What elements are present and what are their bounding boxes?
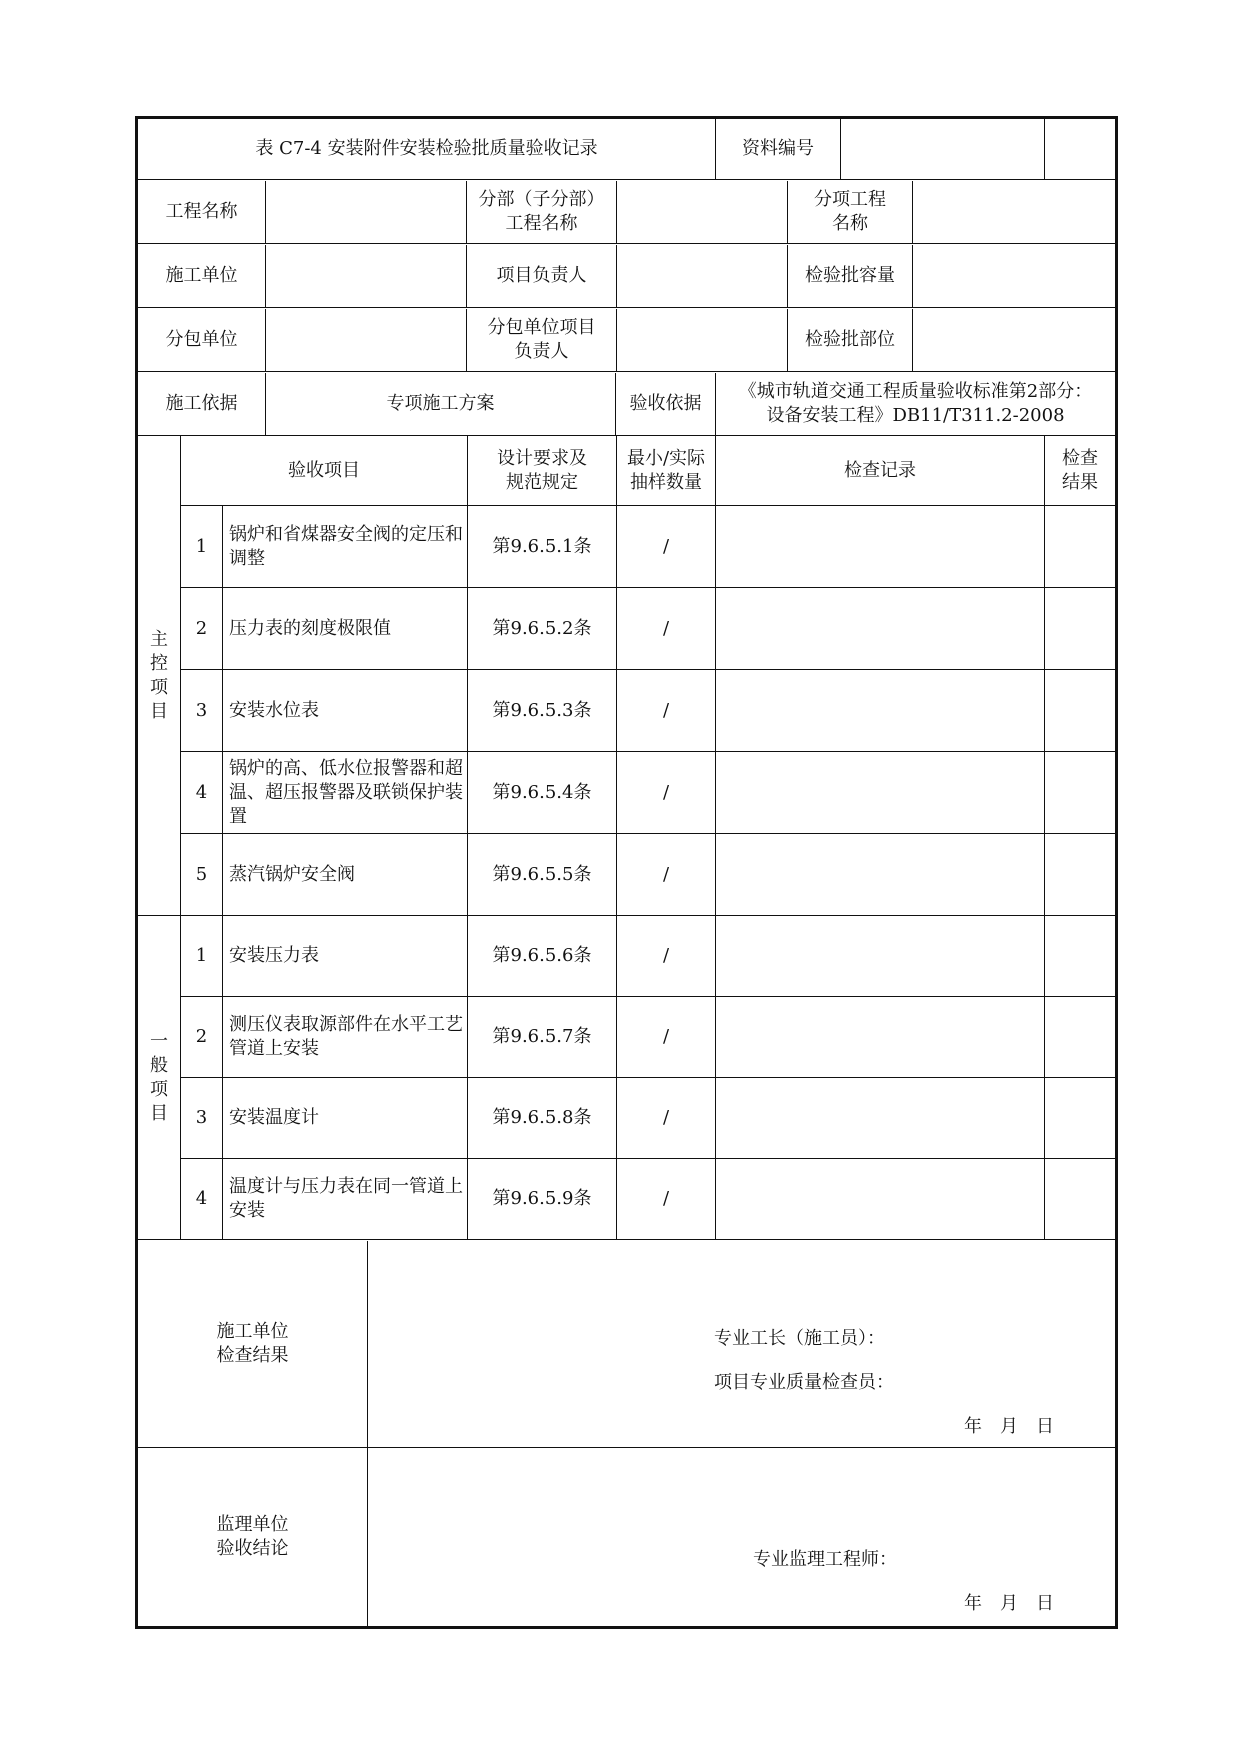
table-row: 3 安装水位表 第9.6.5.3条 / [137, 670, 1117, 752]
subitem-label: 分项工程 [814, 188, 886, 210]
foreman-label: 专业工长（施工员）： [714, 1327, 885, 1349]
contractor-field[interactable] [266, 245, 467, 307]
items-header-row [137, 436, 1117, 506]
contractor-label: 施工单位 [138, 245, 266, 307]
subdivision-label: 分部（子分部） [478, 188, 605, 210]
location-label: 检验批部位 [788, 309, 913, 371]
project-name-field[interactable] [266, 181, 467, 243]
capacity-label: 检验批容量 [788, 245, 913, 307]
doc-no-value[interactable] [841, 119, 1044, 179]
main-control-label: 主 控 项 目 [137, 436, 181, 916]
table-row: 2 压力表的刻度极限值 第9.6.5.2条 / [137, 588, 1117, 670]
inspector-label: 项目专业质量检查员： [714, 1371, 894, 1393]
acceptance-basis-value: 《城市轨道交通工程质量验收标准第2部分： 设备安装工程》DB11/T311.2-2008 [738, 380, 1093, 426]
table-row: 2 测压仪表取源部件在水平工艺管道上安装 第9.6.5.7条 / [137, 997, 1117, 1078]
inspection-record-form [135, 116, 1118, 1629]
result-cell[interactable] [1045, 752, 1117, 834]
result-cell[interactable] [1045, 1078, 1117, 1159]
pm-label: 项目负责人 [467, 245, 617, 307]
form-table [135, 116, 1118, 1629]
info-row-basis [137, 372, 1117, 436]
record-cell[interactable] [716, 588, 1045, 670]
table-row: 5 蒸汽锅炉安全阀 第9.6.5.5条 / [137, 834, 1117, 916]
supervisor-area[interactable] [368, 1448, 1115, 1626]
supervisor-label: 监理单位 验收结论 [138, 1448, 368, 1626]
subitem-field[interactable] [913, 181, 1115, 243]
record-cell[interactable] [716, 1078, 1045, 1159]
sub-pm-label: 分包单位项目 [487, 316, 596, 338]
table-row: 4 锅炉的高、低水位报警器和超温、超压报警器及联锁保护装置 第9.6.5.4条 / [137, 752, 1117, 834]
general-items-label: 一 般 项 目 [137, 916, 181, 1240]
form-title: 表 C7-4 安装附件安装检验批质量验收记录 [137, 118, 716, 180]
header-record: 检查记录 [716, 436, 1045, 506]
record-cell[interactable] [716, 752, 1045, 834]
subdivision-field[interactable] [617, 181, 788, 243]
result-cell[interactable] [1045, 506, 1117, 588]
date-label: 年 月 日 [964, 1415, 1054, 1437]
engineer-label: 专业监理工程师： [753, 1549, 897, 1570]
contractor-check-row [137, 1240, 1117, 1448]
capacity-field[interactable] [913, 245, 1115, 307]
header-item: 验收项目 [181, 436, 468, 506]
result-cell[interactable] [1045, 670, 1117, 752]
header-sample: 最小/实际 抽样数量 [617, 436, 716, 506]
record-cell[interactable] [716, 916, 1045, 997]
contractor-check-area[interactable] [368, 1241, 1115, 1447]
header-design: 设计要求及 规范规定 [468, 436, 617, 506]
basis-label: 施工依据 [138, 373, 266, 435]
basis-value: 专项施工方案 [266, 373, 616, 435]
date-label: 年 月 日 [964, 1593, 1054, 1614]
result-cell[interactable] [1045, 834, 1117, 916]
project-name-label: 工程名称 [138, 181, 266, 243]
result-cell[interactable] [1045, 588, 1117, 670]
table-row: 4 温度计与压力表在同一管道上安装 第9.6.5.9条 / [137, 1159, 1117, 1240]
subcontractor-label: 分包单位 [138, 309, 266, 371]
table-row: 1 锅炉和省煤器安全阀的定压和调整 第9.6.5.1条 / [137, 506, 1117, 588]
title-row [137, 118, 1117, 180]
info-row-project: 工程名称 分部（子分部） 工程名称 分项工程 名称 [137, 180, 1117, 244]
record-cell[interactable] [716, 834, 1045, 916]
info-row-contractor [137, 244, 1117, 308]
record-cell[interactable] [716, 506, 1045, 588]
subcontractor-field[interactable] [266, 309, 467, 371]
contractor-check-label: 施工单位 检查结果 [138, 1241, 368, 1447]
location-field[interactable] [913, 309, 1115, 371]
info-row-subcontractor: 分包单位 分包单位项目 负责人 检验批部位 [137, 308, 1117, 372]
result-cell[interactable] [1045, 916, 1117, 997]
pm-field[interactable] [617, 245, 788, 307]
result-cell[interactable] [1045, 997, 1117, 1078]
sub-pm-field[interactable] [617, 309, 788, 371]
supervisor-row [137, 1448, 1117, 1628]
header-result: 检查 结果 [1045, 436, 1117, 506]
record-cell[interactable] [716, 670, 1045, 752]
table-row: 3 安装温度计 第9.6.5.8条 / [137, 1078, 1117, 1159]
acceptance-basis-label: 验收依据 [616, 373, 716, 435]
table-row: 一 般 项 目 1 安装压力表 第9.6.5.6条 / [137, 916, 1117, 997]
record-cell[interactable] [716, 1159, 1045, 1240]
record-cell[interactable] [716, 997, 1045, 1078]
doc-no-label: 资料编号 [716, 119, 841, 179]
result-cell[interactable] [1045, 1159, 1117, 1240]
